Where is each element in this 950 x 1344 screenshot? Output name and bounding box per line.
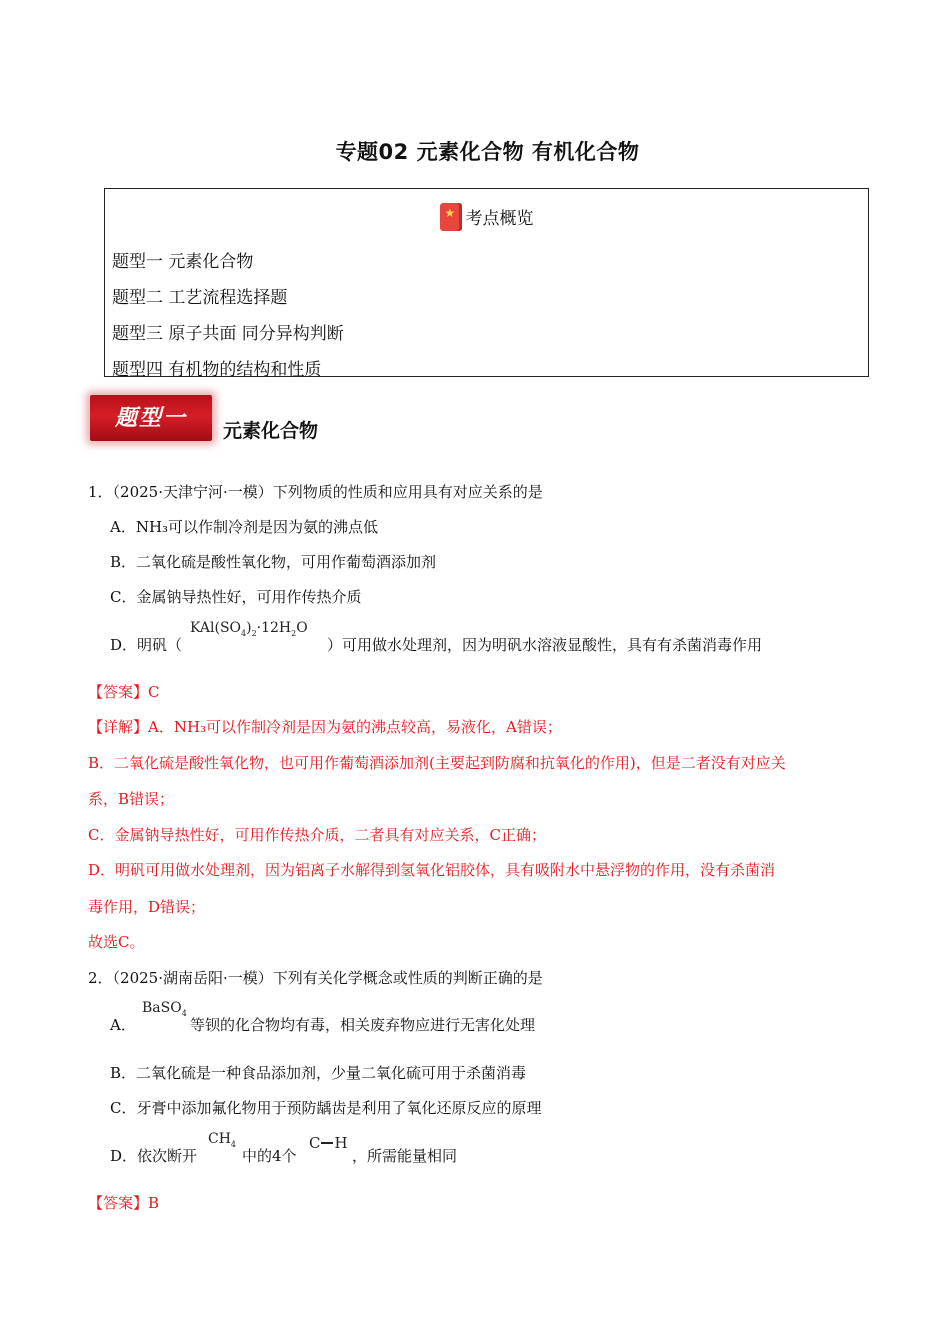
overview-item-4[interactable]: 题型四 有机物的结构和性质: [112, 360, 322, 380]
q1-stem: 1．（2025·天津宁河·一模）下列物质的性质和应用具有对应关系的是: [88, 483, 543, 501]
ch-bond-formula: C H: [309, 1134, 348, 1152]
q1-option-d-pre: D．明矾（: [110, 636, 183, 654]
q2-option-a-post: 等钡的化合物均有毒，相关废弃物应进行无害化处理: [190, 1016, 536, 1034]
q2-option-a-pre: A．: [110, 1016, 136, 1034]
q2-option-d-pre: D．依次断开: [110, 1147, 198, 1165]
q1-analysis-6: 毒作用，D错误；: [88, 898, 206, 916]
section-title: 元素化合物: [223, 420, 319, 442]
ch4-formula: $CH_4$: [208, 1131, 237, 1149]
q1-analysis-4: C．金属钠导热性好，可用作传热介质，二者具有对应关系，C正确；: [88, 826, 546, 844]
q1-analysis-2: B．二氧化硫是酸性氧化物，也可用作葡萄酒添加剂(主要起到防腐和抗氧化的作用)，但是二者没有对应关: [88, 754, 786, 772]
q1-analysis-1: 【详解】A．NH₃可以作制冷剂是因为氨的沸点较高，易液化，A错误；: [88, 718, 562, 736]
q2-stem: 2．（2025·湖南岳阳·一模）下列有关化学概念或性质的判断正确的是: [88, 969, 543, 987]
q2-answer: 【答案】B: [88, 1194, 160, 1212]
q1-option-a: A．NH₃可以作制冷剂是因为氨的沸点低: [110, 518, 379, 536]
q2-option-b: B．二氧化硫是一种食品添加剂，少量二氧化硫可用于杀菌消毒: [110, 1064, 527, 1082]
q1-option-d-post: ）可用做水处理剂，因为明矾水溶液显酸性，具有有杀菌消毒作用: [327, 636, 763, 654]
q1-option-b: B．二氧化硫是酸性氧化物，可用作葡萄酒添加剂: [110, 553, 437, 571]
overview-item-3[interactable]: 题型三 原子共面 同分异构判断: [112, 324, 344, 344]
q1-analysis-5: D．明矾可用做水处理剂，因为铝离子水解得到氢氧化铝胶体，具有吸附水中悬浮物的作用，没有杀菌消: [88, 861, 776, 879]
overview-heading-text: 考点概览: [465, 209, 534, 229]
section-banner: 题型一: [90, 395, 212, 441]
q2-option-c: C．牙膏中添加氟化物用于预防龋齿是利用了氧化还原反应的原理: [110, 1099, 542, 1117]
overview-item-2[interactable]: 题型二 工艺流程选择题: [112, 288, 288, 308]
overview-heading: [105, 203, 868, 231]
page-title: 专题02 元素化合物 有机化合物: [335, 140, 640, 164]
book-icon: [440, 203, 462, 231]
overview-box: [104, 188, 869, 380]
q1-answer: 【答案】C: [88, 683, 160, 701]
overview-item-1[interactable]: 题型一 元素化合物: [112, 252, 254, 272]
q2-option-d-mid: 中的4个: [242, 1147, 297, 1165]
q1-option-c: C．金属钠导热性好，可用作传热介质: [110, 588, 362, 606]
baso4-formula: BaSO$_4$: [142, 1000, 187, 1018]
q1-analysis-3: 系，B错误；: [88, 790, 175, 808]
q2-option-d-post: ，所需能量相同: [352, 1147, 458, 1165]
q1-analysis-7: 故选C。: [88, 933, 145, 951]
alum-formula: $KAl(SO_4)_2\cdot 12H_2O$: [190, 620, 308, 638]
